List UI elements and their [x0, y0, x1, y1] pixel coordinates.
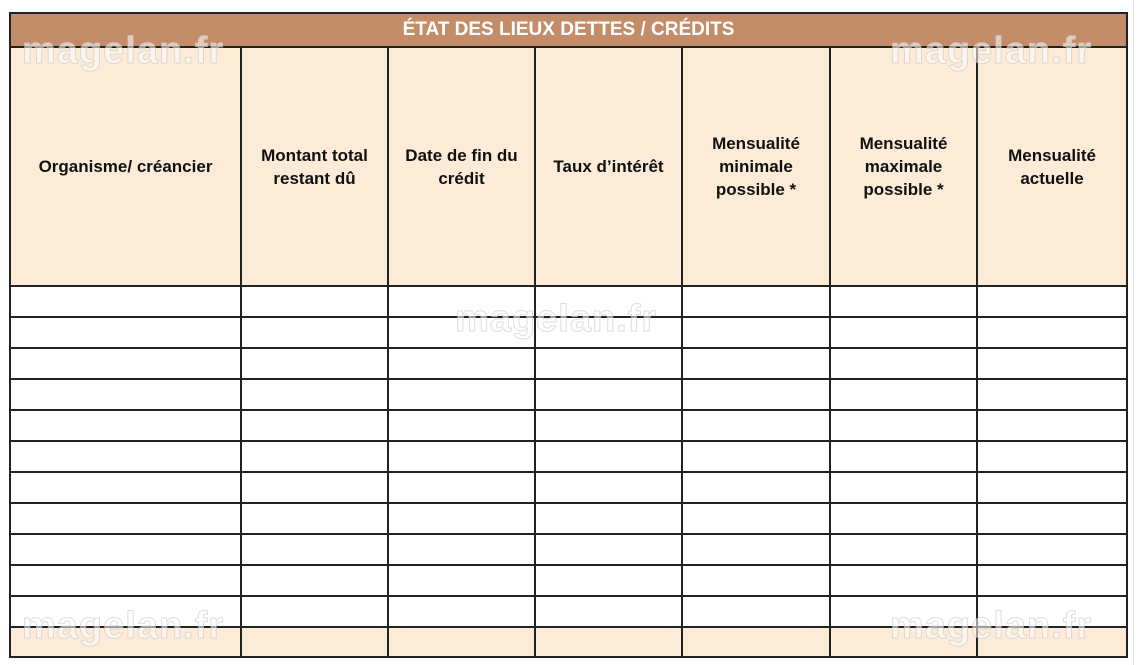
table-cell[interactable]	[535, 348, 682, 379]
table-row	[10, 317, 1127, 348]
table-cell[interactable]	[10, 379, 241, 410]
table-cell[interactable]	[535, 441, 682, 472]
table-cell[interactable]	[682, 348, 830, 379]
table-cell[interactable]	[241, 379, 388, 410]
column-header-label: Montant total restant dû	[261, 145, 368, 188]
table-cell[interactable]	[830, 410, 977, 441]
table-cell[interactable]	[388, 565, 535, 596]
watermark-text: magelan.fr	[22, 605, 225, 647]
table-cell[interactable]	[977, 441, 1127, 472]
grid-line	[1133, 0, 1134, 665]
watermark-text: magelan.fr	[890, 30, 1093, 72]
table-cell[interactable]	[241, 286, 388, 317]
table-row	[10, 379, 1127, 410]
column-header-label: Date de fin du crédit	[405, 145, 518, 188]
table-row	[10, 627, 1127, 657]
table-cell[interactable]	[977, 379, 1127, 410]
column-header-organisme[interactable]	[10, 47, 241, 286]
table-cell[interactable]	[241, 565, 388, 596]
table-row	[10, 410, 1127, 441]
column-header-montant[interactable]	[241, 47, 388, 286]
table-title: ÉTAT DES LIEUX DETTES / CRÉDITS	[10, 13, 1127, 47]
table-cell[interactable]	[682, 503, 830, 534]
table-cell[interactable]	[682, 286, 830, 317]
table-cell[interactable]	[830, 534, 977, 565]
table-cell[interactable]	[535, 472, 682, 503]
table-cell[interactable]	[682, 379, 830, 410]
column-header-mensualite-min[interactable]	[682, 47, 830, 286]
table-cell[interactable]	[388, 410, 535, 441]
table-cell[interactable]	[830, 317, 977, 348]
column-header-label: Organisme/ créancier	[38, 157, 213, 176]
table-cell[interactable]	[535, 317, 682, 348]
table-row	[10, 534, 1127, 565]
table-cell[interactable]	[830, 503, 977, 534]
column-header-label: Mensualité minimale possible *	[712, 134, 800, 199]
column-header-label: Mensualité actuelle	[1008, 145, 1096, 188]
table-cell[interactable]	[388, 379, 535, 410]
column-header-mensualite-max[interactable]	[830, 47, 977, 286]
watermark-text: magelan.fr	[890, 605, 1093, 647]
table-cell[interactable]	[535, 379, 682, 410]
table-cell[interactable]	[10, 534, 241, 565]
table-cell[interactable]	[10, 286, 241, 317]
table-cell[interactable]	[977, 503, 1127, 534]
table-cell[interactable]	[241, 441, 388, 472]
table-cell[interactable]	[241, 472, 388, 503]
table-cell[interactable]	[977, 286, 1127, 317]
table-cell[interactable]	[535, 565, 682, 596]
table-cell[interactable]	[10, 627, 241, 657]
column-header-mensualite-actuelle[interactable]	[977, 47, 1127, 286]
table-cell[interactable]	[241, 503, 388, 534]
table-cell[interactable]	[10, 565, 241, 596]
column-header-date-fin[interactable]	[388, 47, 535, 286]
table-cell[interactable]	[830, 348, 977, 379]
table-cell[interactable]	[977, 317, 1127, 348]
table-cell[interactable]	[977, 410, 1127, 441]
table-cell[interactable]	[682, 317, 830, 348]
table-cell[interactable]	[682, 441, 830, 472]
table-cell[interactable]	[10, 596, 241, 627]
table-row	[10, 503, 1127, 534]
table-cell[interactable]	[241, 410, 388, 441]
table-cell[interactable]	[388, 596, 535, 627]
table-cell[interactable]	[830, 596, 977, 627]
table-cell[interactable]	[830, 379, 977, 410]
watermark-text: magelan.fr	[22, 30, 225, 72]
table-cell[interactable]	[535, 286, 682, 317]
table-cell[interactable]	[10, 503, 241, 534]
table-cell[interactable]	[388, 441, 535, 472]
table-cell[interactable]	[10, 410, 241, 441]
table-cell[interactable]	[830, 472, 977, 503]
table-cell[interactable]	[977, 348, 1127, 379]
table-cell[interactable]	[977, 472, 1127, 503]
table-cell[interactable]	[388, 348, 535, 379]
table-cell[interactable]	[682, 472, 830, 503]
column-header-taux[interactable]	[535, 47, 682, 286]
table-cell[interactable]	[682, 565, 830, 596]
table-cell[interactable]	[10, 348, 241, 379]
table-cell[interactable]	[388, 317, 535, 348]
table-cell[interactable]	[682, 596, 830, 627]
table-cell[interactable]	[241, 348, 388, 379]
table-cell[interactable]	[241, 627, 388, 657]
table-cell[interactable]	[535, 627, 682, 657]
table-cell[interactable]	[830, 627, 977, 657]
column-header-label: Taux d’intérêt	[553, 157, 664, 176]
watermark-text: magelan.fr	[455, 298, 658, 340]
table-cell[interactable]	[535, 410, 682, 441]
table-cell[interactable]	[682, 627, 830, 657]
table-cell[interactable]	[977, 565, 1127, 596]
table-cell[interactable]	[535, 503, 682, 534]
table-cell[interactable]	[830, 565, 977, 596]
table-cell[interactable]	[535, 534, 682, 565]
table-cell[interactable]	[682, 410, 830, 441]
table-cell[interactable]	[388, 472, 535, 503]
table-cell[interactable]	[388, 534, 535, 565]
table-cell[interactable]	[830, 286, 977, 317]
column-header-label: Mensualité maximale possible *	[859, 134, 948, 199]
table-row	[10, 472, 1127, 503]
table-cell[interactable]	[388, 286, 535, 317]
table-row	[10, 441, 1127, 472]
table-cell[interactable]	[241, 317, 388, 348]
table-body	[10, 286, 1127, 657]
table-cell[interactable]	[977, 596, 1127, 627]
table-row	[10, 596, 1127, 627]
table-cell[interactable]	[388, 627, 535, 657]
table-cell[interactable]	[241, 596, 388, 627]
table-cell[interactable]	[535, 596, 682, 627]
table-cell[interactable]	[10, 317, 241, 348]
table-cell[interactable]	[241, 534, 388, 565]
table-cell[interactable]	[977, 534, 1127, 565]
table-cell[interactable]	[388, 503, 535, 534]
table-cell[interactable]	[10, 472, 241, 503]
table-row	[10, 286, 1127, 317]
table-row	[10, 348, 1127, 379]
table-row	[10, 565, 1127, 596]
table-cell[interactable]	[830, 441, 977, 472]
debt-credit-table	[9, 12, 1128, 658]
table-cell[interactable]	[977, 627, 1127, 657]
table-cell[interactable]	[10, 441, 241, 472]
header-row	[10, 47, 1127, 286]
table-cell[interactable]	[682, 534, 830, 565]
